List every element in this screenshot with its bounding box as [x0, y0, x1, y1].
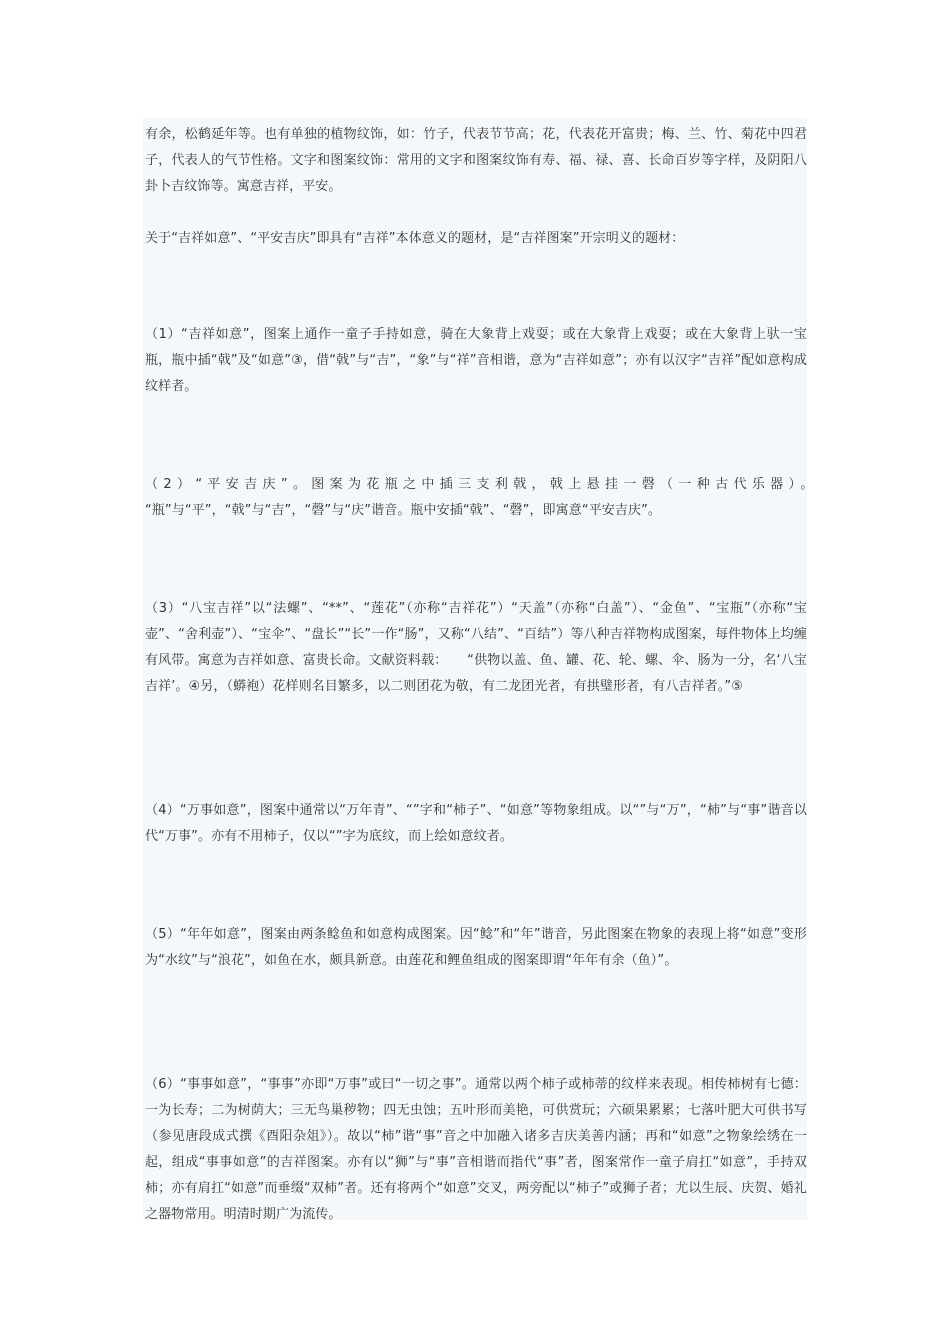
- paragraph-item-4: （4）“万事如意”，图案中通常以“万年青”、“”字和“柿子”、“如意”等物象组成。以“”与“万”，“柿”与“事”谐音以代“万事”。亦有不用柿子，仅以“”字为底纹，而上绘如意纹者。: [145, 803, 807, 844]
- paragraph-item-6: （6）“事事如意”，“事事”亦即“万事”或曰“一切之事”。通常以两个柿子或柿蒂的纹样来表现。相传柿树有七德：一为长寿；二为树荫大；三无鸟巢秽物；四无虫蚀；五叶形而美艳，可供赏玩；六硕果累累；七落叶肥大可供书写（参见唐段成式撰《酉阳杂俎》）。故以“柿”谐“事”音之中加融入诸多吉庆美善内涵；再和“如意”之物象绘绣在一起，组成“事事如意”的吉祥图案。亦有以“狮”与“事”音相谐而指代“事”者，图案常作一童子肩扛“如意”，手持双柿；亦有肩扛“如意”而垂缀“双柿”者。还有将两个“如意”交叉，两旁配以“柿子”或狮子者；尤以生辰、庆贺、婚礼之器物常用。明清时期广为流传。: [145, 1077, 807, 1222]
- paragraph-about: 关于“吉祥如意”、“平安吉庆”即具有“吉祥”本体意义的题材，是“吉祥图案”开宗明义的题材：: [145, 231, 685, 246]
- paragraph-intro: 有余，松鹤延年等。也有单独的植物纹饰，如：竹子，代表节节高；花，代表花开富贵；梅、兰、竹、菊花中四君子，代表人的气节性格。文字和图案纹饰：常用的文字和图案纹饰有寿、福、禄、喜、长命百岁等字样，及阴阳八卦卜吉纹饰等。寓意吉祥，平安。: [145, 127, 807, 194]
- paragraph-item-1: （1）“吉祥如意”，图案上通作一童子手持如意，骑在大象背上戏耍；或在大象背上戏耍；或在大象背上驮一宝瓶，瓶中插“戟”及“如意”③，借“戟”与“吉”，“象”与“祥”音相谐，意为“吉祥如意”；亦有以汉字“吉祥”配如意构成纹样者。: [145, 327, 807, 394]
- paragraph-item-3: （3）“八宝吉祥”以“法螺”、“**”、“莲花”（亦称“吉祥花”）“天盖”（亦称“白盖”）、“金鱼”、“宝瓶”（亦称“宝壶”、“舍利壶”）、“宝伞”、“盘长”“长”一作“肠”，又称“八结”、“百结”）等八种吉祥物构成图案，每件物体上均缠有风带。寓意为吉祥如意、富贵长命。文献资料载： “供物以盖、鱼、罐、花、轮、螺、伞、肠为一分，名‘八宝吉祥’。④另，（蟒袍）花样则名目繁多，以二则团花为敬，有二龙团光者，有拱璧形者，有八吉祥者。”⑤: [145, 601, 807, 694]
- article-body: [143, 118, 834, 1222]
- paragraph-item-5: （5）“年年如意”，图案由两条鲶鱼和如意构成图案。因“鲶”和“年”谐音，另此图案在物象的表现上将“如意”变形为“水纹”与“浪花”，如鱼在水，颇具新意。由莲花和鲤鱼组成的图案即谓“年年有余（鱼）”。: [145, 927, 807, 968]
- paragraph-item-2: （2）“平安吉庆”。图案为花瓶之中插三支利戟，戟上悬挂一磬（一种古代乐器）。 “瓶”与“平”，“戟”与“吉”，“磬”与“庆”谐音。瓶中安插“戟”、“磬”，即寓意“平安吉庆”。: [145, 477, 834, 518]
